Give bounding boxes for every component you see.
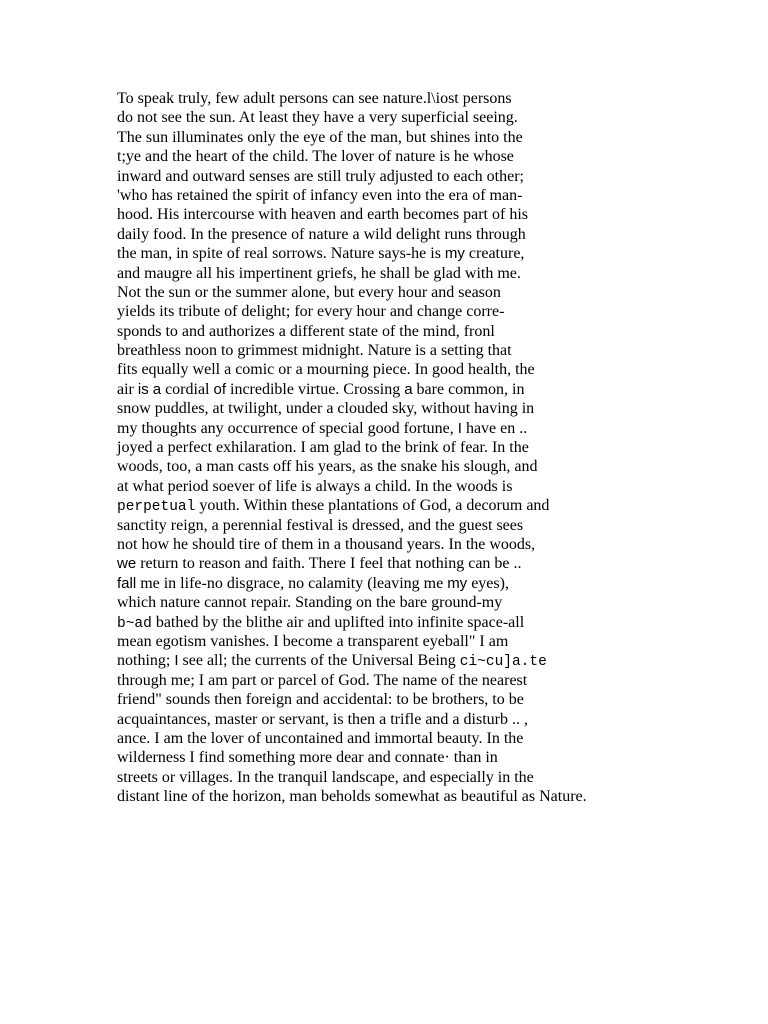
text-run: of bbox=[213, 380, 226, 398]
text-run: daily food. In the presence of nature a wild delight runs through bbox=[117, 225, 526, 243]
text-line bbox=[117, 748, 757, 767]
text-line bbox=[117, 787, 757, 806]
text-line bbox=[117, 729, 757, 748]
text-line bbox=[117, 477, 757, 496]
text-line bbox=[117, 419, 757, 438]
text-line bbox=[117, 690, 757, 709]
text-run: eyes), bbox=[467, 574, 509, 592]
text-line bbox=[117, 535, 757, 554]
text-line bbox=[117, 574, 757, 593]
text-run: not how he should tire of them in a thousand years. In the woods, bbox=[117, 535, 536, 553]
text-run: my bbox=[444, 245, 465, 263]
text-run: perpetual bbox=[117, 499, 196, 516]
body-text-passage bbox=[117, 89, 757, 806]
text-run: do not see the sun. At least they have a very superficial seeing. bbox=[117, 109, 518, 127]
text-line bbox=[117, 128, 757, 147]
text-line bbox=[117, 613, 757, 632]
text-line bbox=[117, 438, 757, 457]
text-run: fits equally well a comic or a mourning piece. In good health, the bbox=[117, 361, 535, 379]
text-run: a bbox=[152, 380, 162, 398]
text-run: sponds to and authorizes a different state of the mind, fronl bbox=[117, 322, 495, 340]
text-run: is bbox=[137, 380, 149, 398]
text-run: woods, too, a man casts off his years, as the snake his slough, and bbox=[117, 458, 538, 476]
text-run: we bbox=[117, 555, 137, 573]
text-run: 'who has retained the spirit of infancy even into the era of man- bbox=[117, 186, 523, 204]
text-run: bathed by the blithe air and uplifted into infinite space-all bbox=[151, 613, 525, 631]
text-run: and maugre all his impertinent griefs, he shall be glad with me. bbox=[117, 264, 521, 282]
text-run: sanctity reign, a perennial festival is dressed, and the guest sees bbox=[117, 516, 524, 534]
text-line bbox=[117, 710, 757, 729]
text-run: inward and outward senses are still truly adjusted to each other; bbox=[117, 167, 524, 185]
text-line bbox=[117, 593, 757, 612]
text-run: breathless noon to grimmest midnight. Nature is a setting that bbox=[117, 342, 512, 360]
text-line bbox=[117, 516, 757, 535]
text-run: b~ad bbox=[117, 615, 152, 632]
text-line bbox=[117, 360, 757, 379]
text-line bbox=[117, 768, 757, 787]
text-run: which nature cannot repair. Standing on the bare ground-my bbox=[117, 594, 503, 612]
text-run: youth. Within these plantations of God, a decorum and bbox=[195, 497, 550, 515]
text-run: hood. His intercourse with heaven and earth becomes part of his bbox=[117, 206, 528, 224]
text-run: a bbox=[404, 380, 413, 398]
text-run: incredible virtue. Crossing bbox=[226, 380, 405, 398]
text-line bbox=[117, 632, 757, 651]
text-line bbox=[117, 186, 757, 205]
text-run: snow puddles, at twilight, under a clouded sky, without having in bbox=[117, 400, 535, 418]
text-run: me in life-no disgrace, no calamity (leaving me bbox=[136, 574, 448, 592]
text-run: joyed a perfect exhilaration. I am glad to the brink of fear. In the bbox=[117, 439, 529, 457]
text-line bbox=[117, 322, 757, 341]
text-line bbox=[117, 205, 757, 224]
text-run: mean egotism vanishes. I become a transparent eyeball" I am bbox=[117, 632, 509, 650]
text-line bbox=[117, 457, 757, 476]
text-run: air bbox=[117, 380, 138, 398]
text-run: Not the sun or the summer alone, but every hour and season bbox=[117, 283, 501, 301]
text-run: at what period soever of life is always a child. In the woods is bbox=[117, 477, 513, 495]
text-run: my bbox=[447, 574, 468, 592]
text-line bbox=[117, 399, 757, 418]
text-line bbox=[117, 671, 757, 690]
text-run: distant line of the horizon, man beholds somewhat as beautiful as Nature. bbox=[117, 788, 587, 806]
text-line bbox=[117, 554, 757, 573]
text-line bbox=[117, 341, 757, 360]
text-line bbox=[117, 225, 757, 244]
text-run: the man, in spite of real sorrows. Nature says-he is bbox=[117, 245, 445, 263]
text-run: see all; the currents of the Universal Being bbox=[178, 652, 460, 670]
text-line bbox=[117, 496, 757, 515]
text-line bbox=[117, 302, 757, 321]
text-line bbox=[117, 264, 757, 283]
text-line bbox=[117, 108, 757, 127]
text-run: friend" sounds then foreign and accidental: to be brothers, to be bbox=[117, 691, 524, 709]
text-run: bare common, in bbox=[412, 380, 525, 398]
text-run: return to reason and faith. There I feel that nothing can be .. bbox=[136, 555, 522, 573]
text-run: nothing; bbox=[117, 652, 175, 670]
text-run: I bbox=[457, 419, 462, 437]
text-line bbox=[117, 651, 757, 670]
text-run: my thoughts any occurrence of special good fortune, bbox=[117, 419, 458, 437]
text-run: streets or villages. In the tranquil landscape, and especially in the bbox=[117, 768, 534, 786]
text-run: t;ye and the heart of the child. The lover of nature is he whose bbox=[117, 148, 514, 166]
text-line bbox=[117, 147, 757, 166]
text-run: The sun illuminates only the eye of the man, but shines into the bbox=[117, 128, 523, 146]
text-run: have en .. bbox=[461, 419, 528, 437]
text-run: fall bbox=[117, 574, 137, 592]
text-line bbox=[117, 244, 757, 263]
text-run: acquaintances, master or servant, is then a trifle and a disturb .. , bbox=[117, 710, 528, 728]
text-run: wilderness I find something more dear and connate· than in bbox=[117, 749, 498, 767]
text-run: I bbox=[174, 652, 179, 670]
text-line bbox=[117, 167, 757, 186]
text-run: yields its tribute of delight; for every hour and change corre- bbox=[117, 303, 505, 321]
text-line bbox=[117, 380, 757, 399]
text-line bbox=[117, 89, 757, 108]
text-run: ance. I am the lover of uncontained and immortal beauty. In the bbox=[117, 729, 524, 747]
text-run: cordial bbox=[161, 380, 214, 398]
text-line bbox=[117, 283, 757, 302]
text-run: through me; I am part or parcel of God. The name of the nearest bbox=[117, 671, 528, 689]
text-run: ci~cu]a.te bbox=[459, 654, 547, 671]
text-run: To speak truly, few adult persons can see nature.l\iost persons bbox=[117, 90, 512, 107]
text-run: creature, bbox=[464, 245, 525, 263]
